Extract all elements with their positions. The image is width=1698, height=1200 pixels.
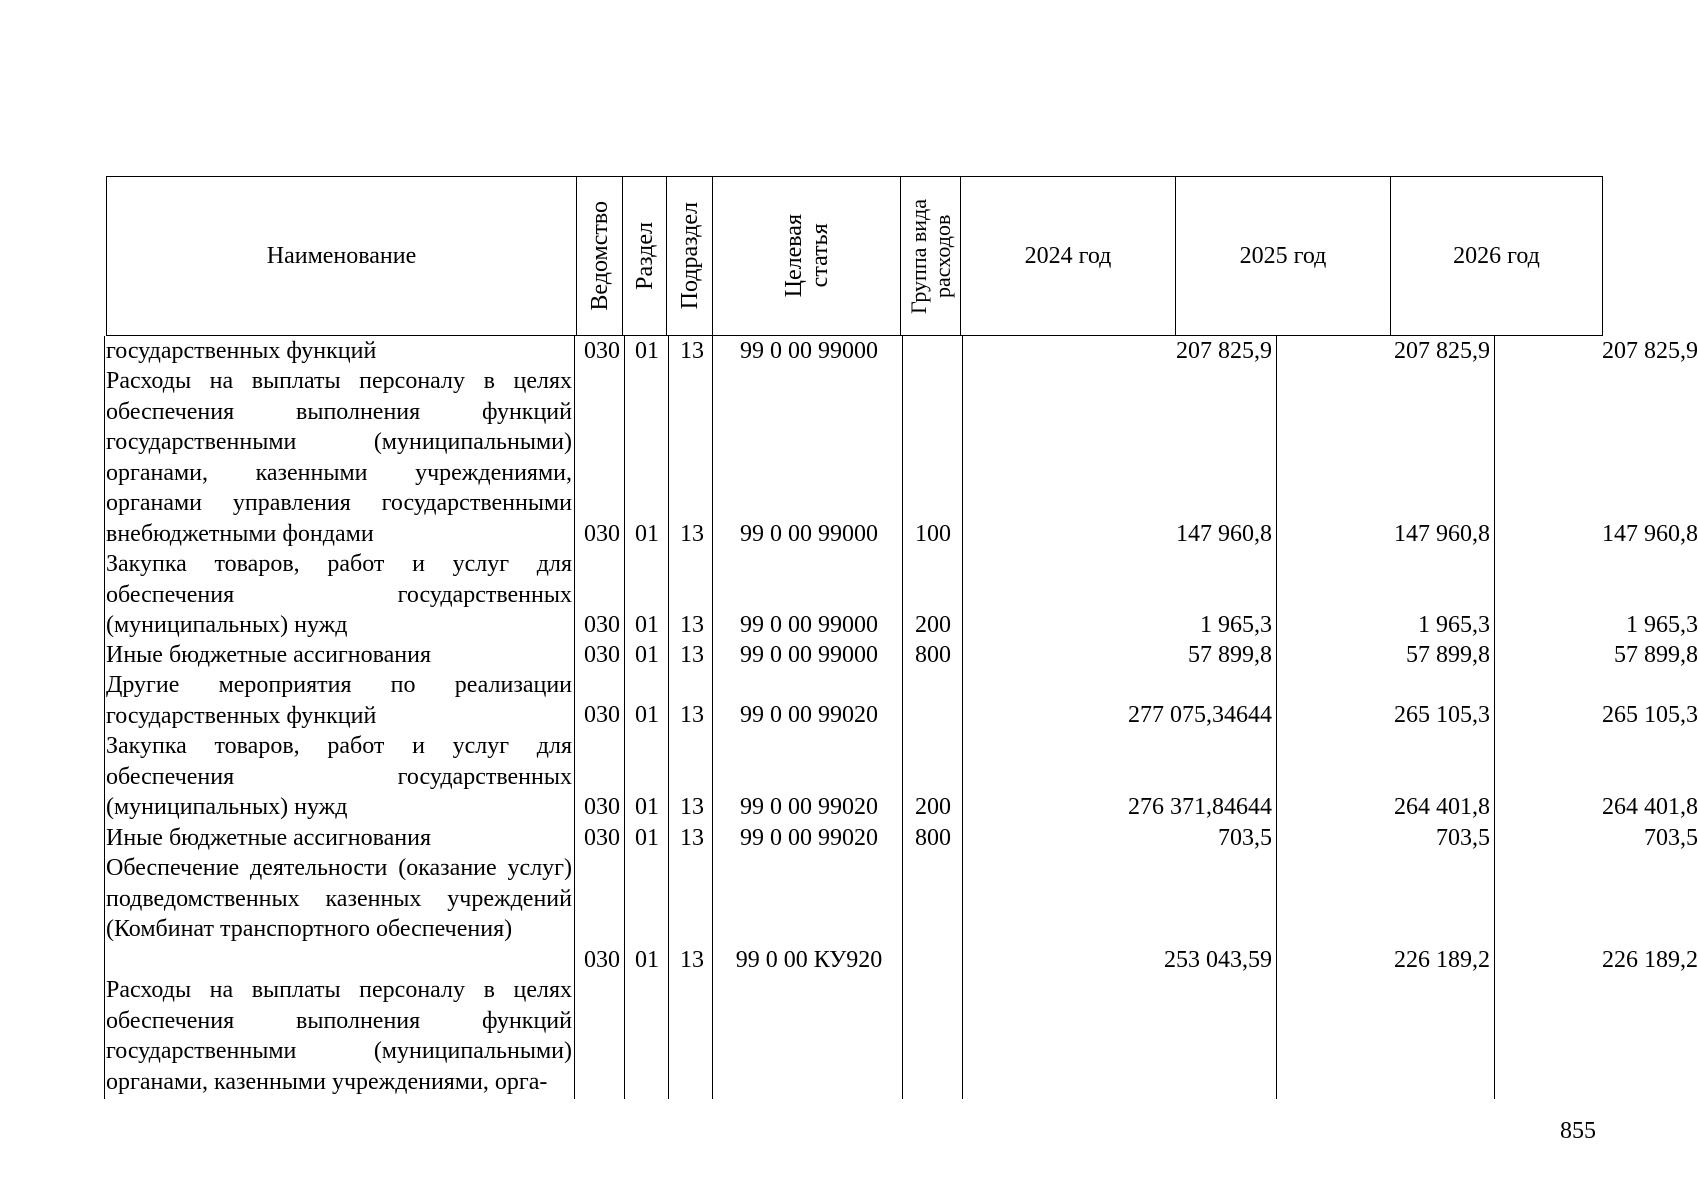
row-podrazdel: 13 — [680, 521, 704, 547]
row-gruppa: 200 — [915, 612, 951, 638]
column-divider — [1276, 336, 1277, 1099]
row-vedomstvo: 030 — [584, 794, 620, 820]
row-2024: 703,5 — [1218, 825, 1272, 851]
header-razdel: Раздел — [623, 177, 667, 336]
row-2024: 276 371,84644 — [1128, 794, 1272, 820]
row-name: Расходы на выплаты персоналу в целях обеспечения выполнения функций государственными (муниципальными) органами, казенными учреждениями, органами управления государственными внебюджетными фондами — [106, 368, 572, 547]
row-podrazdel: 13 — [680, 825, 704, 851]
row-2024: 147 960,8 — [1176, 521, 1272, 547]
row-podrazdel: 13 — [680, 642, 704, 668]
row-celevaya: 99 0 00 КУ920 — [735, 947, 883, 973]
header-gruppa-vida-rashodov: Группа вида расходов — [901, 177, 961, 336]
row-2026: 265 105,3 — [1602, 702, 1698, 728]
row-celevaya: 99 0 00 99020 — [740, 702, 878, 728]
row-name: Иные бюджетные ассигнования — [106, 642, 431, 668]
header-year-2024: 2024 год — [961, 177, 1176, 336]
row-vedomstvo: 030 — [584, 338, 620, 364]
header-podrazdel: Подраздел — [667, 177, 713, 336]
row-podrazdel: 13 — [680, 338, 704, 364]
row-razdel: 01 — [635, 612, 659, 638]
header-celevaya-statya: Целевая статья — [713, 177, 901, 336]
row-name: государственных функций — [106, 338, 377, 364]
header-name: Наименование — [107, 177, 577, 336]
row-2025: 226 189,2 — [1394, 947, 1490, 973]
row-2025: 264 401,8 — [1394, 794, 1490, 820]
row-vedomstvo: 030 — [584, 947, 620, 973]
column-divider — [104, 336, 105, 1099]
row-vedomstvo: 030 — [584, 612, 620, 638]
column-divider — [962, 336, 963, 1099]
table-header — [106, 176, 1603, 336]
row-name: Закупка товаров, работ и услуг для обеспечения государственных (муниципальных) нужд — [106, 551, 572, 638]
column-divider — [574, 336, 575, 1099]
row-2025: 207 825,9 — [1394, 338, 1490, 364]
row-2026: 1 965,3 — [1626, 612, 1698, 638]
row-razdel: 01 — [635, 794, 659, 820]
row-razdel: 01 — [635, 338, 659, 364]
row-2025: 57 899,8 — [1406, 642, 1490, 668]
row-gruppa: 200 — [915, 794, 951, 820]
row-podrazdel: 13 — [680, 702, 704, 728]
column-divider — [1494, 336, 1495, 1099]
row-2026: 147 960,8 — [1602, 521, 1698, 547]
row-2025: 1 965,3 — [1418, 612, 1490, 638]
row-gruppa: 800 — [915, 642, 951, 668]
row-gruppa: 800 — [915, 825, 951, 851]
row-2024: 207 825,9 — [1176, 338, 1272, 364]
header-year-2025: 2025 год — [1176, 177, 1391, 336]
row-vedomstvo: 030 — [584, 642, 620, 668]
row-celevaya: 99 0 00 99020 — [740, 794, 878, 820]
row-celevaya: 99 0 00 99000 — [740, 642, 878, 668]
row-podrazdel: 13 — [680, 947, 704, 973]
row-name: Иные бюджетные ассигнования — [106, 825, 431, 851]
row-razdel: 01 — [635, 521, 659, 547]
row-celevaya: 99 0 00 99000 — [740, 338, 878, 364]
row-name: Другие мероприятия по реализации государственных функций — [106, 672, 572, 729]
row-name: Обеспечение деятельности (оказание услуг) подведомственных казенных учреждений (Комбинат транспортного обеспечения) — [106, 855, 572, 942]
row-2024: 57 899,8 — [1188, 642, 1272, 668]
row-razdel: 01 — [635, 825, 659, 851]
table-body — [104, 336, 1698, 1099]
row-razdel: 01 — [635, 642, 659, 668]
column-divider — [668, 336, 669, 1099]
column-divider — [624, 336, 625, 1099]
row-2026: 207 825,9 — [1602, 338, 1698, 364]
row-2025: 265 105,3 — [1394, 702, 1490, 728]
row-celevaya: 99 0 00 99020 — [740, 825, 878, 851]
row-2024: 253 043,59 — [1164, 947, 1272, 973]
header-year-2026: 2026 год — [1391, 177, 1603, 336]
row-name: Расходы на выплаты персоналу в целях обеспечения выполнения функций государственными (муниципальными) органами, казенными учреждениями, орга- — [106, 977, 572, 1095]
row-podrazdel: 13 — [680, 794, 704, 820]
row-2024: 1 965,3 — [1200, 612, 1272, 638]
page-number: 855 — [1560, 1118, 1596, 1144]
row-2026: 703,5 — [1644, 825, 1698, 851]
row-2025: 703,5 — [1436, 825, 1490, 851]
row-2026: 57 899,8 — [1614, 642, 1698, 668]
row-name: Закупка товаров, работ и услуг для обеспечения государственных (муниципальных) нужд — [106, 733, 572, 820]
row-vedomstvo: 030 — [584, 702, 620, 728]
row-vedomstvo: 030 — [584, 521, 620, 547]
column-divider — [902, 336, 903, 1099]
row-gruppa: 100 — [915, 521, 951, 547]
row-celevaya: 99 0 00 99000 — [740, 521, 878, 547]
row-2024: 277 075,34644 — [1128, 702, 1272, 728]
row-razdel: 01 — [635, 702, 659, 728]
row-vedomstvo: 030 — [584, 825, 620, 851]
row-2026: 226 189,2 — [1602, 947, 1698, 973]
row-celevaya: 99 0 00 99000 — [740, 612, 878, 638]
row-2025: 147 960,8 — [1394, 521, 1490, 547]
row-razdel: 01 — [635, 947, 659, 973]
header-vedomstvo: Ведомство — [577, 177, 623, 336]
row-2026: 264 401,8 — [1602, 794, 1698, 820]
row-podrazdel: 13 — [680, 612, 704, 638]
